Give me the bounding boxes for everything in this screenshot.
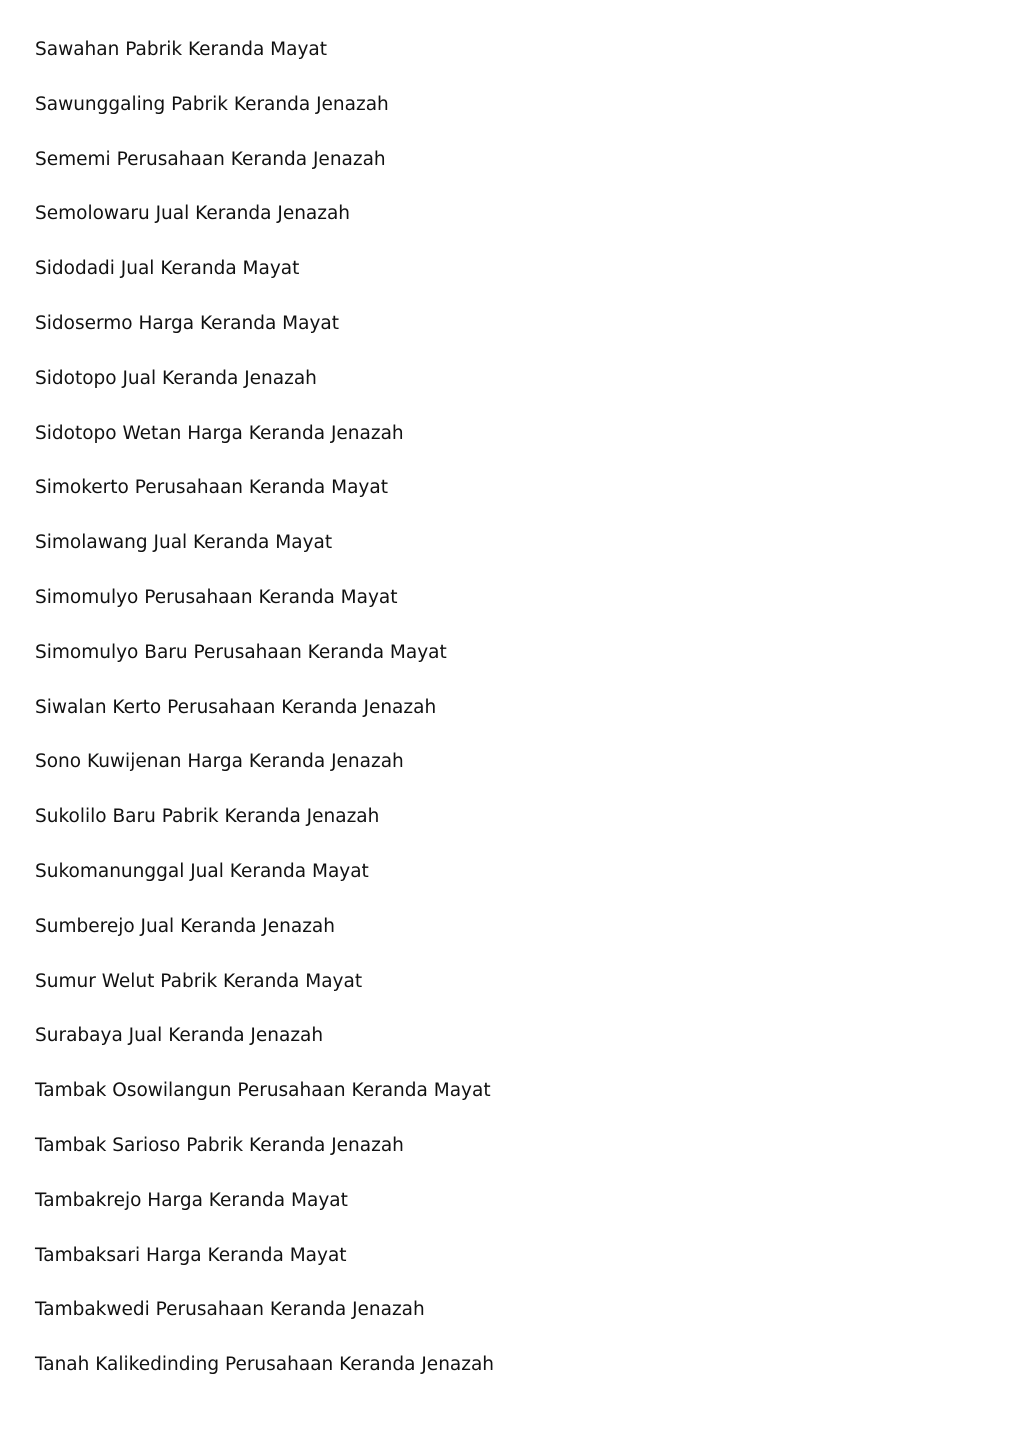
list-item: Tambakrejo Harga Keranda Mayat xyxy=(35,1189,348,1211)
list-item: Sukolilo Baru Pabrik Keranda Jenazah xyxy=(35,806,380,828)
list-item: Tambak Sarioso Pabrik Keranda Jenazah xyxy=(35,1134,404,1156)
list-item: Tambaksari Harga Keranda Mayat xyxy=(35,1244,347,1266)
list-item: Surabaya Jual Keranda Jenazah xyxy=(35,1025,324,1047)
list-item: Sidodadi Jual Keranda Mayat xyxy=(35,258,300,280)
list-item: Sawunggaling Pabrik Keranda Jenazah xyxy=(35,93,389,115)
list-item: Tambak Osowilangun Perusahaan Keranda Mayat xyxy=(35,1080,491,1102)
list-item: Sememi Perusahaan Keranda Jenazah xyxy=(35,148,386,170)
list-item: Tambakwedi Perusahaan Keranda Jenazah xyxy=(35,1299,425,1321)
list-item: Simomulyo Baru Perusahaan Keranda Mayat xyxy=(35,641,447,663)
list-item: Semolowaru Jual Keranda Jenazah xyxy=(35,203,351,225)
list-item: Sumur Welut Pabrik Keranda Mayat xyxy=(35,970,363,992)
list-item: Sumberejo Jual Keranda Jenazah xyxy=(35,915,335,937)
list-item: Simolawang Jual Keranda Mayat xyxy=(35,532,333,554)
list-item: Tanah Kalikedinding Perusahaan Keranda Jenazah xyxy=(35,1354,495,1376)
list-item: Sidotopo Jual Keranda Jenazah xyxy=(35,367,317,389)
list-item: Sono Kuwijenan Harga Keranda Jenazah xyxy=(35,751,404,773)
list-item: Sukomanunggal Jual Keranda Mayat xyxy=(35,860,369,882)
list-item: Sawahan Pabrik Keranda Mayat xyxy=(35,39,328,60)
document-list xyxy=(35,36,494,1406)
list-item: Siwalan Kerto Perusahaan Keranda Jenazah xyxy=(35,696,437,718)
list-item: Simomulyo Perusahaan Keranda Mayat xyxy=(35,586,398,608)
list-item: Sidotopo Wetan Harga Keranda Jenazah xyxy=(35,422,404,444)
list-item: Simokerto Perusahaan Keranda Mayat xyxy=(35,477,388,499)
list-item: Sidosermo Harga Keranda Mayat xyxy=(35,312,340,334)
